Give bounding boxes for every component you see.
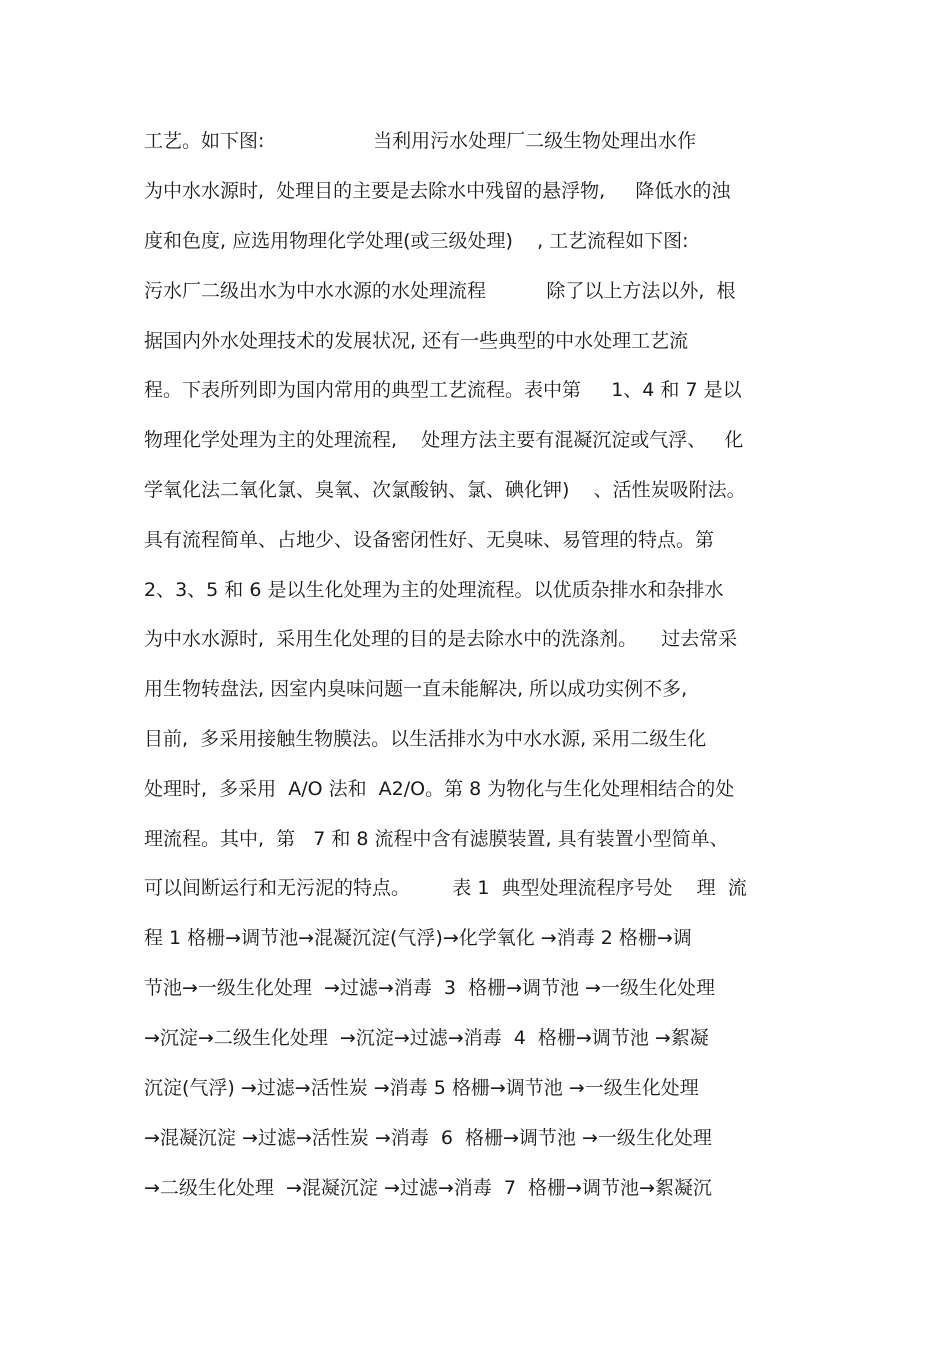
text-line: →二级生化处理 →混凝沉淀 →过滤→消毒 7 格栅→调节池→絮凝沉 (144, 1177, 712, 1199)
text-line: 据国内外水处理技术的发展状况, 还有一些典型的中水处理工艺流 (144, 330, 689, 352)
text-line: 节池→一级生化处理 →过滤→消毒 3 格栅→调节池 →一级生化处理 (144, 977, 715, 999)
text-line: 处理时, 多采用 A/O 法和 A2/O。第 8 为物化与生化处理相结合的处 (144, 778, 735, 800)
text-line: 2、3、5 和 6 是以生化处理为主的处理流程。以优质杂排水和杂排水 (144, 579, 724, 601)
text-line: 理流程。其中, 第 7 和 8 流程中含有滤膜装置, 具有装置小型简单、 (144, 828, 729, 850)
text-line: 用生物转盘法, 因室内臭味问题一直未能解决, 所以成功实例不多, (144, 678, 688, 700)
text-line: 程。下表所列即为国内常用的典型工艺流程。表中第 1、4 和 7 是以 (144, 379, 742, 401)
text-line: 工艺。如下图: 当利用污水处理厂二级生物处理出水作 (144, 130, 697, 152)
text-line: 污水厂二级出水为中水水源的水处理流程 除了以上方法以外, 根 (144, 280, 736, 302)
text-line: 可以间断运行和无污泥的特点。 表 1 典型处理流程序号处 理 流 (144, 877, 747, 899)
text-line: 程 1 格栅→调节池→混凝沉淀(气浮)→化学氧化 →消毒 2 格栅→调 (144, 927, 692, 949)
text-line: 为中水水源时, 处理目的主要是去除水中残留的悬浮物, 降低水的浊 (144, 180, 731, 202)
text-line: 度和色度, 应选用物理化学处理(或三级处理) , 工艺流程如下图: (144, 230, 689, 252)
text-line: 为中水水源时, 采用生化处理的目的是去除水中的洗涤剂。 过去常采 (144, 628, 738, 650)
text-line: 沉淀(气浮) →过滤→活性炭 →消毒 5 格栅→调节池 →一级生化处理 (144, 1077, 699, 1099)
text-line: →沉淀→二级生化处理 →沉淀→过滤→消毒 4 格栅→调节池 →絮凝 (144, 1027, 709, 1049)
text-line: 物理化学处理为主的处理流程, 处理方法主要有混凝沉淀或气浮、 化 (144, 429, 744, 451)
text-line: 学氧化法二氧化氯、臭氧、次氯酸钠、氯、碘化钾) 、活性炭吸附法。 (144, 479, 746, 501)
text-line: →混凝沉淀 →过滤→活性炭 →消毒 6 格栅→调节池 →一级生化处理 (144, 1127, 712, 1149)
text-line: 目前, 多采用接触生物膜法。以生活排水为中水水源, 采用二级生化 (144, 728, 707, 750)
text-line: 具有流程简单、占地少、设备密闭性好、无臭味、易管理的特点。第 (144, 529, 715, 551)
